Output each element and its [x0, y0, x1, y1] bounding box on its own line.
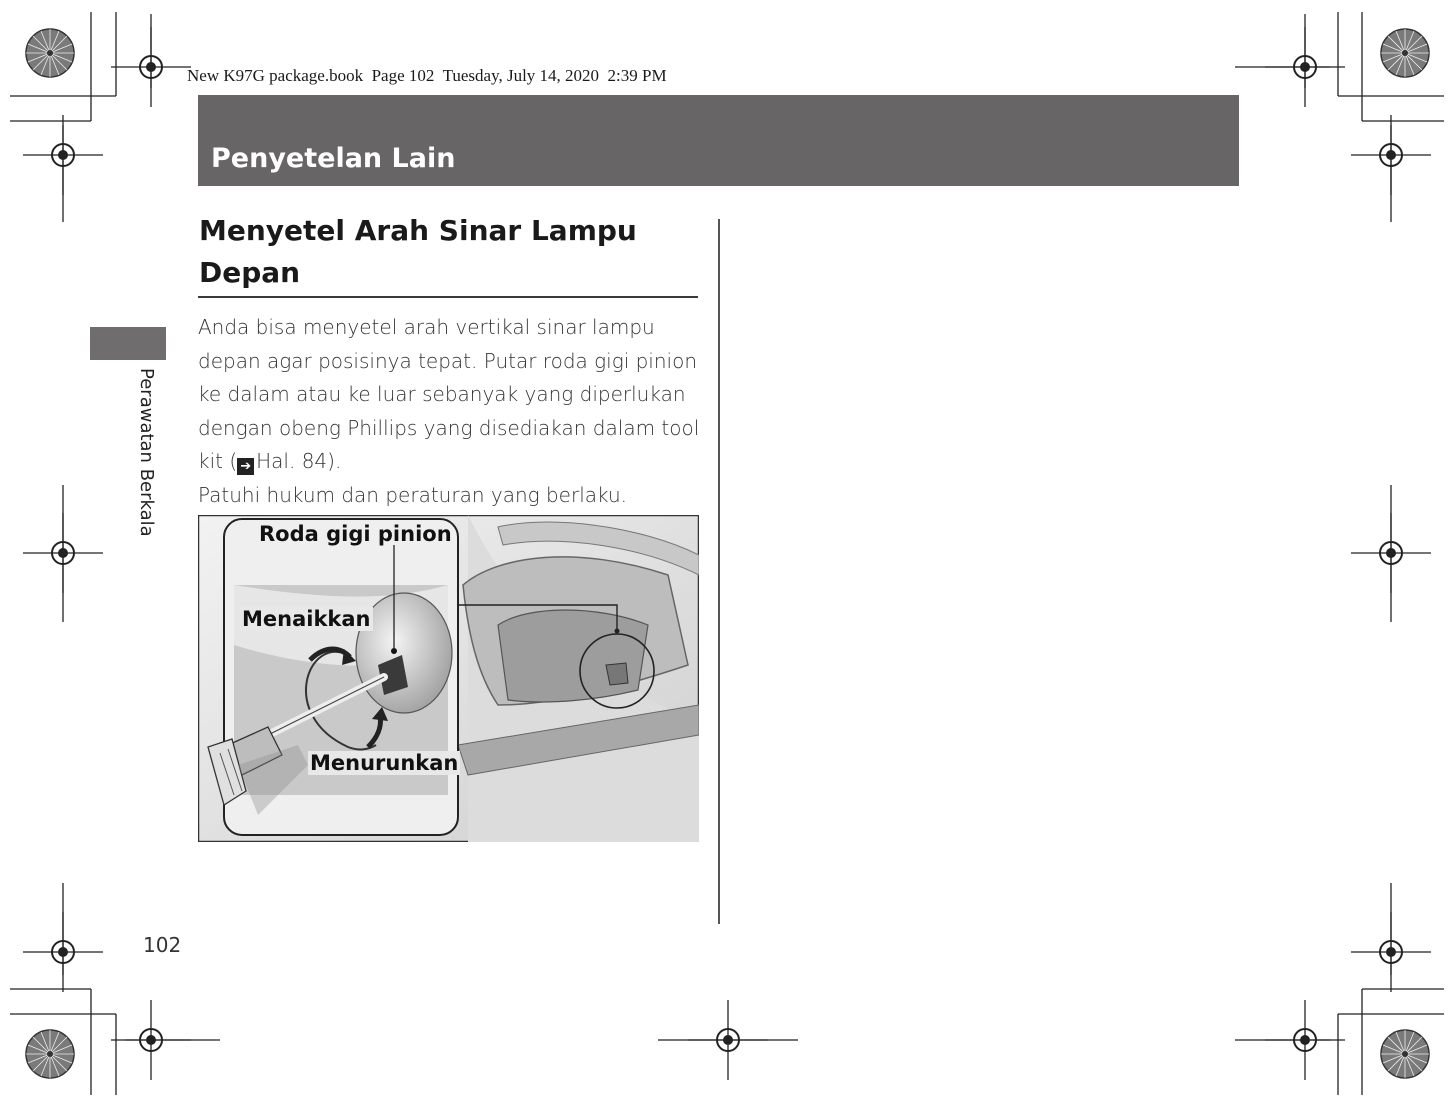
body-paragraph-1 — [198, 311, 708, 479]
title-underline — [198, 296, 698, 298]
page-number: 102 — [143, 933, 182, 957]
side-tab-marker — [90, 327, 166, 360]
page-reference-icon: ➔ — [237, 458, 254, 475]
body-text-b: ). — [327, 449, 342, 473]
page-reference-link[interactable]: Hal. 84 — [256, 449, 328, 473]
illustration-drawing — [198, 515, 699, 842]
headlight-adjustment-illustration — [198, 515, 699, 842]
column-divider — [718, 219, 720, 924]
label-lower: Menurunkan — [310, 751, 459, 775]
body-paragraph-2: Patuhi hukum dan peraturan yang berlaku. — [198, 482, 628, 507]
section-body — [198, 311, 708, 512]
label-pinion-gear: Roda gigi pinion — [259, 522, 452, 546]
label-raise: Menaikkan — [242, 607, 371, 631]
print-info-line: New K97G package.book Page 102 Tuesday, July 14, 2020 2:39 PM — [187, 66, 667, 85]
chapter-banner — [198, 95, 1239, 186]
section-title: Menyetel Arah Sinar Lampu Depan — [199, 214, 637, 289]
side-tab-label: Perawatan Berkala — [136, 368, 157, 537]
banner-title: Penyetelan Lain — [211, 143, 456, 174]
body-text-a: Anda bisa menyetel arah vertikal sinar lampu depan agar posisinya tepat. Putar roda gigi pinion ke dalam atau ke luar sebanyak yang diperlukan dengan obeng Phillips yang disediakan dalam tool kit ( — [198, 315, 700, 473]
